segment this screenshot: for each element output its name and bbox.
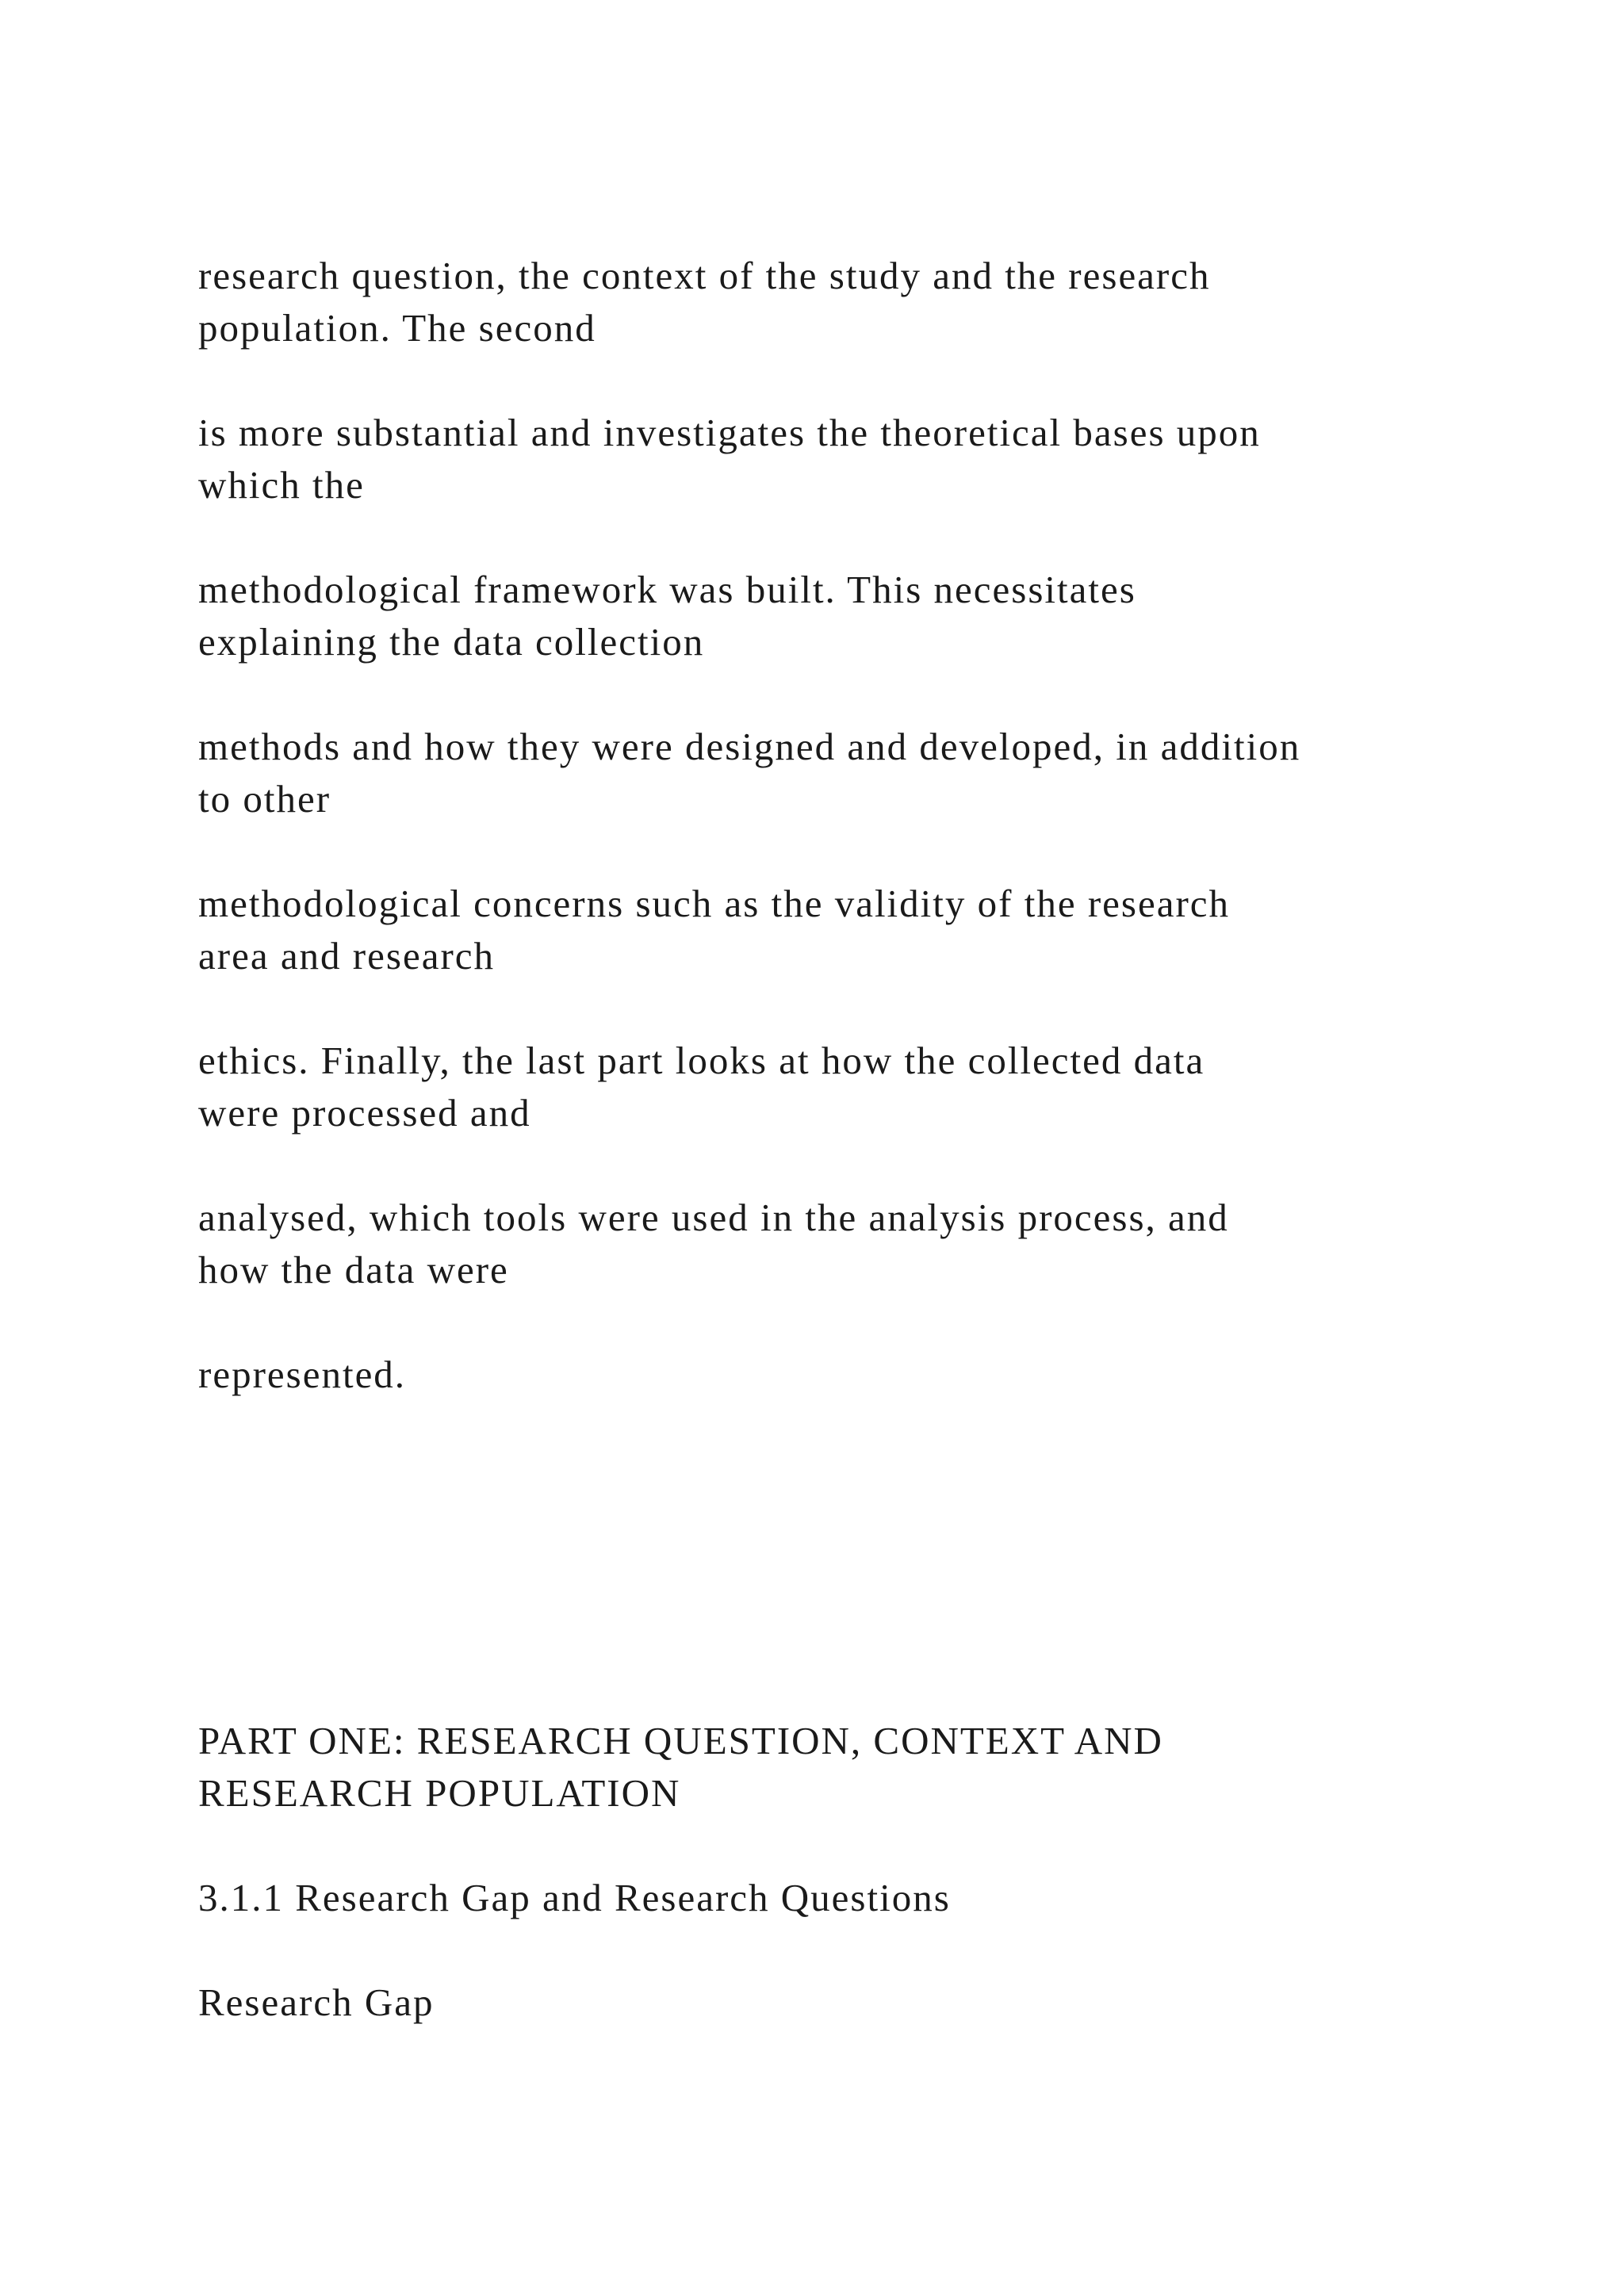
section-heading: 3.1.1 Research Gap and Research Questions (198, 1876, 951, 1919)
body-line: to other (198, 777, 331, 821)
part-heading: RESEARCH POPULATION (198, 1771, 681, 1815)
body-line: research question, the context of the study and the research (198, 254, 1211, 297)
body-line: represented. (198, 1353, 407, 1396)
body-line: methodological concerns such as the validity of the research (198, 882, 1231, 925)
body-line: is more substantial and investigates the theoretical bases upon (198, 411, 1261, 454)
body-line: methodological framework was built. This necessitates (198, 568, 1136, 611)
body-line: were processed and (198, 1091, 531, 1135)
body-line: analysed, which tools were used in the analysis process, and (198, 1196, 1229, 1239)
body-line: explaining the data collection (198, 620, 705, 664)
body-line: how the data were (198, 1248, 509, 1292)
part-heading: PART ONE: RESEARCH QUESTION, CONTEXT AND (198, 1719, 1163, 1762)
body-line: area and research (198, 934, 496, 978)
body-line: methods and how they were designed and developed, in addition (198, 725, 1301, 768)
subsection-heading: Research Gap (198, 1980, 435, 2024)
body-line: which the (198, 463, 365, 507)
body-line: population. The second (198, 306, 596, 350)
body-line: ethics. Finally, the last part looks at how the collected data (198, 1039, 1205, 1082)
